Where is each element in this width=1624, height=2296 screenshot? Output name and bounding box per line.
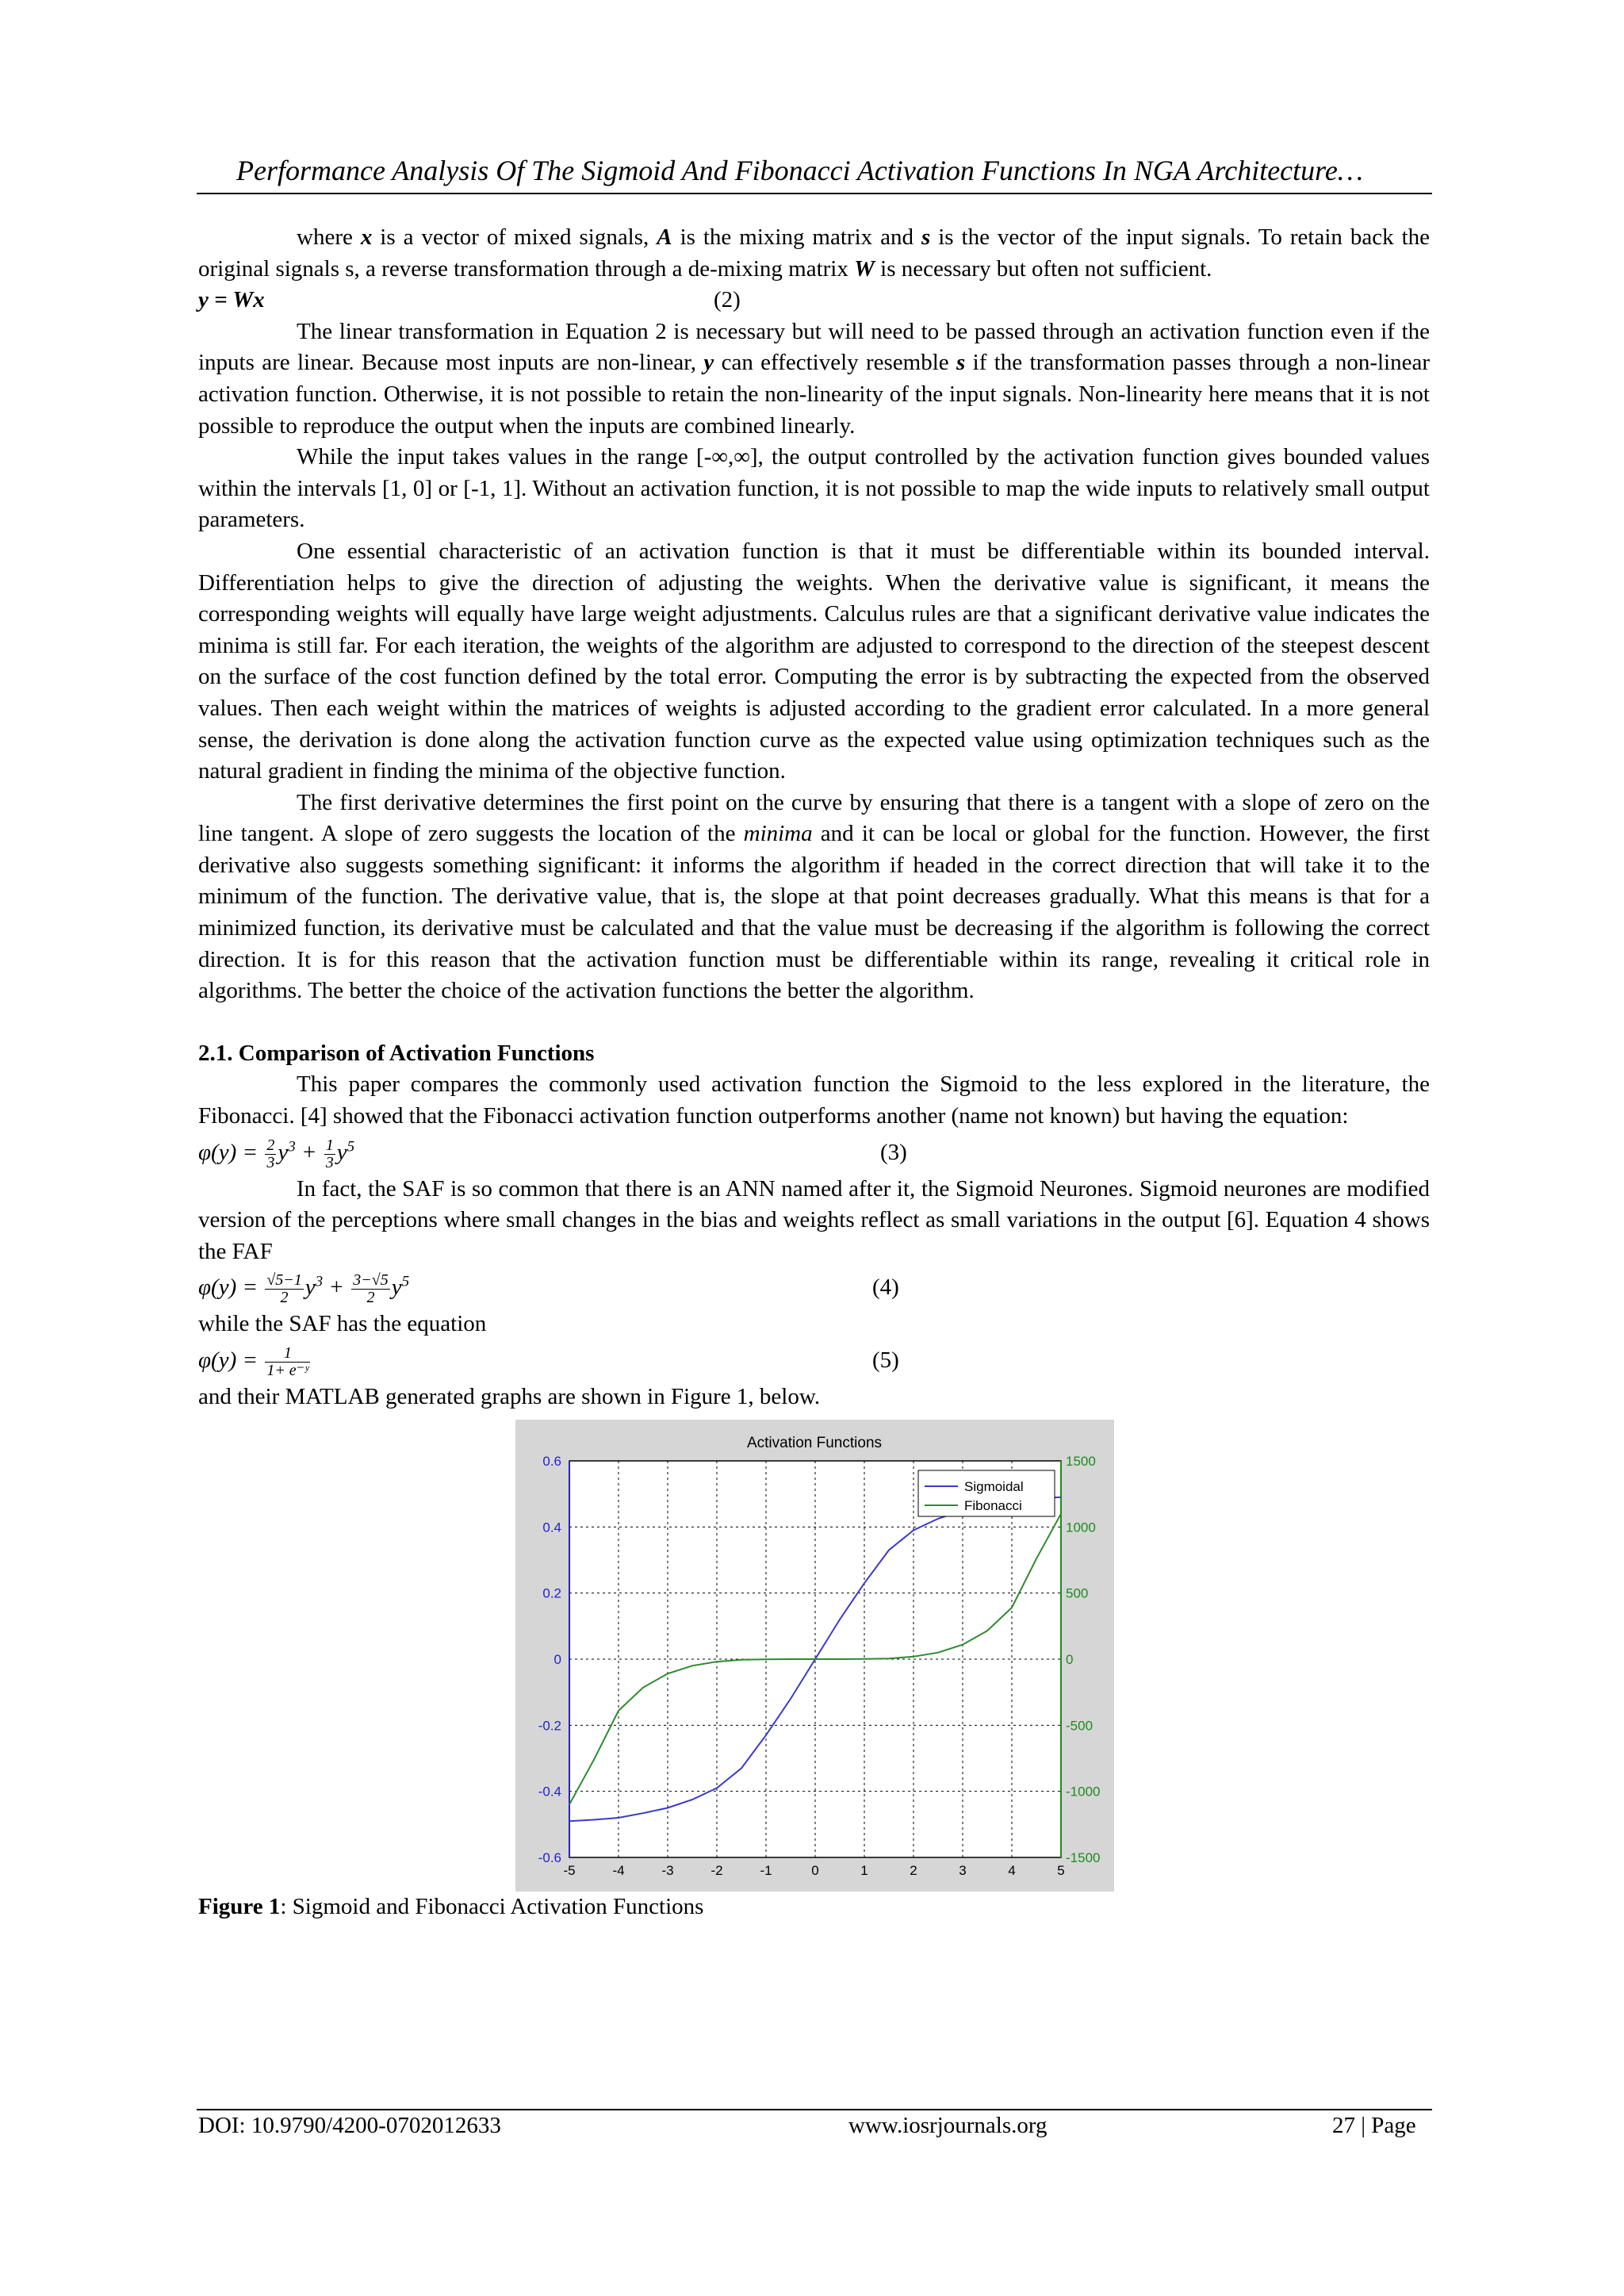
p2-text-b: can effectively resemble <box>714 350 957 376</box>
x-tick-label: 3 <box>959 1862 967 1878</box>
x-tick-label: 2 <box>910 1862 917 1878</box>
y-left-tick-label: -0.2 <box>538 1717 561 1733</box>
x-tick-label: -2 <box>710 1862 723 1878</box>
eq3-f1-num: 2 <box>266 1136 275 1154</box>
x-tick-label: -5 <box>563 1862 576 1878</box>
plot-area <box>538 1454 1101 1878</box>
p5-text-a: The first derivative determines the first point on the curve by ensuring that there is a tangent with a slope of zero on the line tangent. A slope of zero suggests the location of the <box>198 789 1430 847</box>
equation-5 <box>198 1340 1430 1382</box>
equation-3-number: (3) <box>880 1139 907 1165</box>
eq4-y3: y <box>304 1274 316 1301</box>
p1-text-d: is the vector of the input signals. To retain back the original signals s, a reverse transformation through a de-mixing matrix <box>198 224 1431 282</box>
equation-2-expression: y = Wx <box>198 287 265 313</box>
header-rule <box>197 193 1432 194</box>
running-header: Performance Analysis Of The Sigmoid And Fibonacci Activation Functions In NGA Architecture… <box>236 155 1363 186</box>
p5-text-b: and it can be local or global for the function. However, the first derivative also suggests something significant: it informs the algorithm if headed in the correct direction that will take it to the minimum of the function. The derivative value, that is, the slope at that point decreases gradually. What this means is that for a minimized function, its derivative must be calculated and that the value must be decreasing if the algorithm is following the correct direction. It is for this reason that the activation function must be differentiable within its range, revealing it critical role in algorithms. The better the choice of the activation functions the better the algorithm. <box>198 821 1430 1004</box>
x-tick-label: 1 <box>860 1862 868 1878</box>
eq3-f1-den: 3 <box>266 1153 275 1171</box>
footer-rule <box>197 2109 1432 2110</box>
paragraph-3: While the input takes values in the range [-∞,∞], the output controlled by the activation function gives bounded values within the intervals [1, 0] or [-1, 1]. Without an activation function, it is not possible to map the wide inputs to relatively small output parameters. <box>198 444 1430 533</box>
x-tick-label: 5 <box>1057 1862 1065 1878</box>
equation-4-expression <box>198 1272 409 1306</box>
equation-2-number: (2) <box>714 287 741 313</box>
eq3-fraction-2 <box>324 1137 335 1171</box>
y-left-tick-label: 0.4 <box>542 1519 561 1535</box>
y-right-tick-label: 0 <box>1066 1651 1074 1667</box>
eq3-plus: + <box>295 1139 323 1165</box>
eq4-f1-num: √5−1 <box>266 1271 302 1290</box>
paragraph-8: while the SAF has the equation <box>198 1311 487 1337</box>
var-x: x <box>360 224 373 250</box>
eq3-f2-den: 3 <box>325 1153 334 1171</box>
var-s: s <box>921 224 931 250</box>
legend-label: Sigmoidal <box>964 1478 1024 1494</box>
y-right-tick-label: 1500 <box>1066 1453 1096 1469</box>
equation-5-expression <box>198 1345 312 1379</box>
y-right-tick-label: -1500 <box>1066 1849 1101 1865</box>
paragraph-4: One essential characteristic of an activation function is that it must be differentiable within its bounded interval. Differentiation helps to give the direction of adjusting the weights. When the derivative value is significant, it means the corresponding weights will equally have large weight adjustments. Calculus rules are that a significant derivative value indicates the minima is still far. For each iteration, the weights of the algorithm are adjusted to correspond to the direction of the steepest descent on the surface of the cost function defined by the total error. Computing the error is by subtracting the expected from the observed values. Then each weight within the matrices of weights is adjusted according to the gradient error calculated. In a more general sense, the derivation is done along the activation function curve as the expected value using optimization techniques such as the natural gradient in finding the minima of the objective function. <box>198 538 1430 784</box>
var-s-2: s <box>956 350 966 376</box>
eq5-lhs: φ(y) = <box>198 1347 264 1374</box>
footer-page: 27 | Page <box>1332 2113 1416 2138</box>
eq4-lhs: φ(y) = <box>198 1274 264 1301</box>
section-heading: 2.1. Comparison of Activation Functions <box>198 1040 595 1066</box>
caption-text: : Sigmoid and Fibonacci Activation Functions <box>280 1893 704 1919</box>
y-left-tick-label: 0.6 <box>542 1453 561 1469</box>
eq4-fraction-1 <box>265 1272 303 1306</box>
paragraph-5 <box>198 788 1430 1007</box>
y-left-tick-label: -0.6 <box>538 1849 561 1865</box>
y-right-tick-label: -500 <box>1066 1717 1094 1733</box>
eq4-fraction-2 <box>351 1272 389 1306</box>
equation-4 <box>198 1267 1430 1309</box>
equation-5-number: (5) <box>872 1347 899 1373</box>
eq5-den: 1+ e⁻ʸ <box>266 1362 309 1379</box>
minima-term: minima <box>743 821 813 847</box>
equation-4-number: (4) <box>872 1274 899 1301</box>
p2-text-a: The linear transformation in Equation 2 is necessary but will need to be passed through an activation function even if the inputs are linear. Because most inputs are non-linear, <box>198 318 1430 376</box>
var-W: W <box>854 255 875 282</box>
equation-3-expression <box>198 1137 354 1171</box>
eq3-y5: y <box>336 1139 347 1165</box>
equation-2 <box>198 285 1430 316</box>
eq4-f2-num: 3−√5 <box>353 1271 389 1290</box>
p2-text-c: if the transformation passes through a non-linear activation function. Otherwise, it is not possible to retain the non-linearity of the input signals. Non-linearity here means that it is not possible to reproduce the output when the inputs are combined linearly. <box>198 350 1431 439</box>
eq4-f1-den: 2 <box>280 1289 289 1307</box>
y-right-tick-label: 500 <box>1066 1585 1089 1601</box>
main-content <box>198 222 1430 1922</box>
paragraph-2 <box>198 316 1430 442</box>
paragraph-6: This paper compares the commonly used activation function the Sigmoid to the less explored in the literature, the Fibonacci. [4] showed that the Fibonacci activation function outperforms another (name not known) but having the equation: <box>198 1071 1430 1129</box>
p1-text-b: is a vector of mixed signals, <box>372 224 657 250</box>
paragraph-1 <box>198 222 1430 285</box>
var-y: y <box>703 350 714 376</box>
eq3-exp5: 5 <box>347 1138 355 1156</box>
eq4-exp3: 3 <box>315 1273 324 1290</box>
equation-3 <box>198 1133 1430 1174</box>
eq4-y5: y <box>391 1274 402 1301</box>
paragraph-9: and their MATLAB generated graphs are shown in Figure 1, below. <box>198 1384 821 1409</box>
y-right-tick-label: -1000 <box>1066 1784 1101 1800</box>
eq3-exp3: 3 <box>288 1138 296 1156</box>
x-tick-label: -3 <box>661 1862 674 1878</box>
eq4-plus: + <box>323 1274 350 1301</box>
activation-functions-chart <box>515 1420 1114 1892</box>
eq3-f2-num: 1 <box>325 1136 334 1154</box>
y-left-tick-label: 0.2 <box>542 1585 561 1601</box>
var-A: A <box>657 224 672 250</box>
y-left-tick-label: -0.4 <box>538 1784 561 1800</box>
eq3-y3: y <box>278 1139 289 1165</box>
chart-title: Activation Functions <box>746 1434 883 1451</box>
eq3-fraction-1 <box>265 1137 276 1171</box>
eq4-exp5: 5 <box>401 1273 410 1290</box>
y-right-tick-label: 1000 <box>1066 1519 1096 1535</box>
eq3-lhs: φ(y) = <box>198 1139 264 1165</box>
figure-caption <box>198 1892 1430 1923</box>
eq5-fraction <box>265 1345 310 1379</box>
legend-label: Fibonacci <box>964 1497 1022 1513</box>
figure-1 <box>515 1420 1114 1892</box>
footer-website: www.iosrjournals.org <box>848 2113 1048 2138</box>
x-tick-label: 0 <box>811 1862 819 1878</box>
footer-doi: DOI: 10.9790/4200-0702012633 <box>198 2113 501 2138</box>
x-tick-label: -1 <box>760 1862 772 1878</box>
x-tick-label: -4 <box>612 1862 625 1878</box>
eq5-num: 1 <box>265 1345 310 1363</box>
paragraph-7: In fact, the SAF is so common that there is an ANN named after it, the Sigmoid Neurones. Sigmoid neurones are modified version of the perceptions where small changes in the bias and weights reflect as small variations in the output [6]. Equation 4 shows the FAF <box>198 1175 1430 1264</box>
eq4-f2-den: 2 <box>366 1289 375 1307</box>
p1-text-c: is the mixing matrix and <box>672 224 921 250</box>
y-left-tick-label: 0 <box>553 1651 561 1667</box>
p1-text-a: where <box>297 224 361 250</box>
x-tick-label: 4 <box>1008 1862 1016 1878</box>
caption-label: Figure 1 <box>198 1893 281 1919</box>
p1-text-e: is necessary but often not sufficient. <box>874 255 1212 282</box>
